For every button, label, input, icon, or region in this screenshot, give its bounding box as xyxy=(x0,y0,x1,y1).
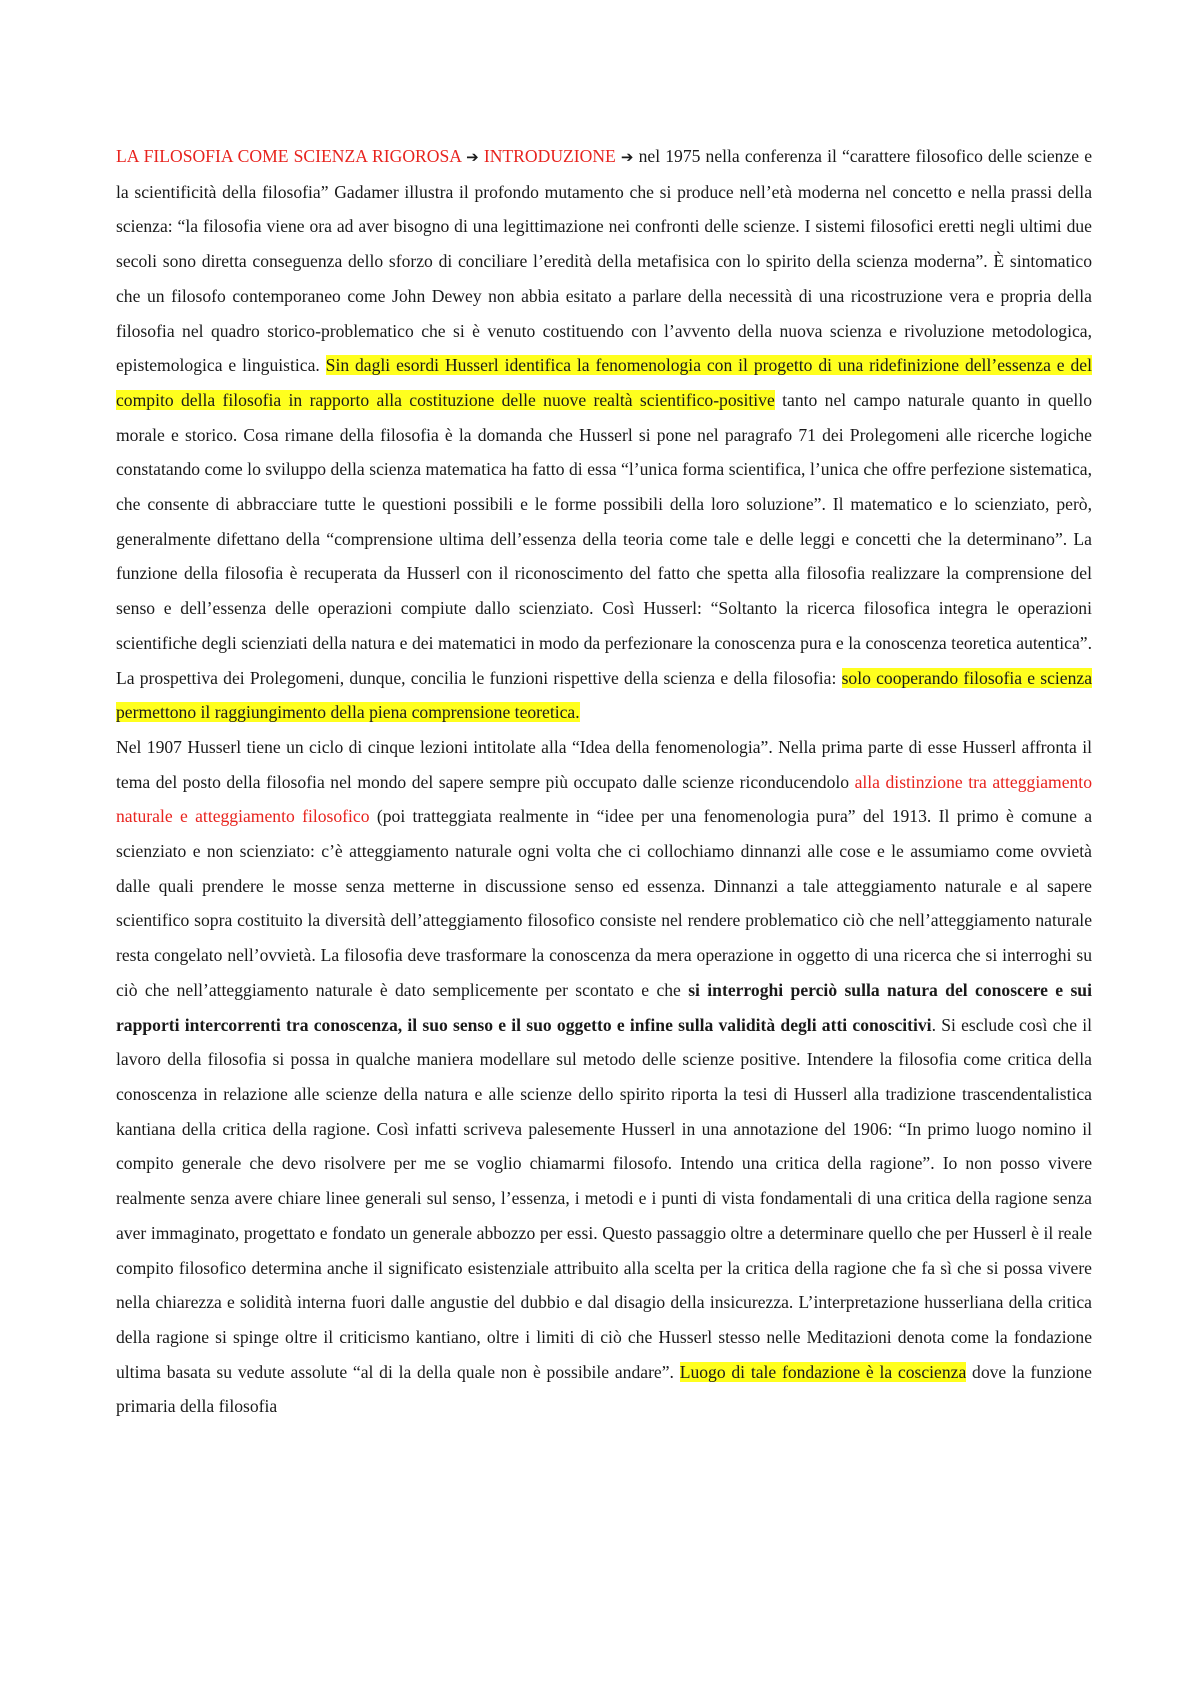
highlighted-text: Luogo di tale fondazione è la coscienza xyxy=(679,1361,967,1382)
body-text: nel 1975 nella conferenza il “carattere filosofico delle scienze e la scientificità della filosofia” Gadamer illustra il profondo mutamento che si produce nell’età moderna nel concetto e nella prassi della scienza: “la filosofia viene ora ad aver bisogno di una legittimazione nei confronti delle scienze. I sistemi filosofici eretti negli ultimi due secoli sono diretta conseguenza dello sforzo di conciliare l’eredità della metafisica con lo spirito della scienza moderna”. È sintomatico che un filosofo contemporaneo come John Dewey non abbia esitato a parlare della necessità di una ricostruzione vera e propria della filosofia nel quadro storico-problematico che si è venuto costituendo con l’avvento della nuova scienza e rivoluzione metodologica, epistemologica e linguistica. xyxy=(116,146,1092,376)
highlighted-text: Sin dagli esordi Husserl identifica la fenomenologia con il progetto di una ridefinizione dell’essenza e del compito della filosofia in rapporto alla costituzione delle nuove realtà scientifico-positive xyxy=(116,355,1092,410)
body-text: Nel 1907 Husserl tiene un ciclo di cinque lezioni intitolate alla “Idea della fenomenologia”. Nella prima parte di esse Husserl affronta il tema del posto della filosofia nel mondo del sapere sempre più occupato dalle scienze riconducendolo xyxy=(116,736,1092,792)
heading-intro: INTRODUZIONE xyxy=(483,146,616,166)
heading-title: LA FILOSOFIA COME SCIENZA RIGOROSA xyxy=(116,146,462,166)
body-text: (poi tratteggiata realmente in “idee per una fenomenologia pura” del 1913. Il primo è comune a scienziato e non scienziato: c’è atteggiamento naturale ogni volta che ci collochiamo dinnanzi alle cose e le assumiamo come ovvietà dalle quali prendere le mosse senza metterne in discussione senso ed essenza. Dinnanzi a tale atteggiamento naturale e al sapere scientifico sopra costituito la diversità dell’atteggiamento filosofico consiste nel rendere problematico ciò che nell’atteggiamento naturale resta congelato nell’ovvietà. La filosofia deve trasformare la conoscenza da mera operazione in oggetto di una ricerca che si interroghi su ciò che nell’atteggiamento naturale è dato semplicemente per scontato e che xyxy=(116,806,1093,1000)
arrow-right-icon: ➔ xyxy=(620,148,634,166)
body-text: dove la funzione primaria della filosofia xyxy=(116,1361,1092,1417)
bold-emphasis-text: si interroghi perciò sulla natura del conoscere e sui rapporti intercorrenti tra conoscenza, il suo senso e il suo oggetto e infine sulla validità degli atti conoscitivi xyxy=(116,979,1092,1035)
paragraph-1 xyxy=(116,139,1092,730)
body-text: tanto nel campo naturale quanto in quello morale e storico. Cosa rimane della filosofia è la domanda che Husserl si pone nel paragrafo 71 dei Prolegomeni alle ricerche logiche constatando come lo sviluppo della scienza matematica ha fatto di essa “l’unica forma scientifica, l’unica che offre perfezione sistematica, che consente di abbracciare tutte le questioni possibili e le forme possibili della loro soluzione”. Il matematico e lo scienziato, però, generalmente difettano della “comprensione ultima dell’essenza della teoria come tale e delle leggi e concetti che la determinano”. La funzione della filosofia è recuperata da Husserl con il riconoscimento del fatto che spetta alla filosofia realizzare la comprensione del senso e dell’essenza delle operazioni compiute dallo scienziato. Così Husserl: “Soltanto la ricerca filosofica integra le operazioni scientifiche degli scienziati della natura e dei matematici in modo da perfezionare la conoscenza pura e la conoscenza teoretica autentica”. La prospettiva dei Prolegomeni, dunque, concilia le funzioni rispettive della scienza e della filosofia: xyxy=(116,389,1092,688)
red-emphasis-text: alla distinzione tra atteggiamento naturale e atteggiamento filosofico xyxy=(116,771,1092,827)
highlighted-text: solo cooperando filosofia e scienza permettono il raggiungimento della piena comprensione teoretica. xyxy=(116,667,1093,723)
arrow-right-icon: ➔ xyxy=(466,148,479,166)
paragraph-2 xyxy=(116,730,1092,1424)
body-text: . Si esclude così che il lavoro della filosofia si possa in qualche maniera modellare sul metodo delle scienze positive. Intendere la filosofia come critica della conoscenza in relazione alle scienze della natura e alle scienze dello spirito riporta la tesi di Husserl alla tradizione trascendentalistica kantiana della critica della ragione. Così infatti scriveva palesemente Husserl in una annotazione del 1906: “In primo luogo nomino il compito generale che devo risolvere per me se voglio chiamarmi filosofo. Intendo una critica della ragione”. Io non posso vivere realmente senza avere chiare linee generali sul senso, l’essenza, i metodi e i punti di vista fondamentali di una critica della ragione senza aver immaginato, progettato e fondato un generale abbozzo per essi. Questo passaggio oltre a determinare quello che per Husserl è il reale compito filosofico determina anche il significato esistenziale attribuito alla scelta per la critica della ragione che fa sì che si possa vivere nella chiarezza e solidità interna fuori dalle angustie del dubbio e dal disagio della insicurezza. L’interpretazione husserliana della critica della ragione si spinge oltre il criticismo kantiano, oltre i limiti di ciò che Husserl stesso nelle Meditazioni denota come la fondazione ultima basata su vedute assolute “al di la della quale non è possibile andare”. xyxy=(116,1014,1092,1382)
document-body xyxy=(116,139,1092,1424)
